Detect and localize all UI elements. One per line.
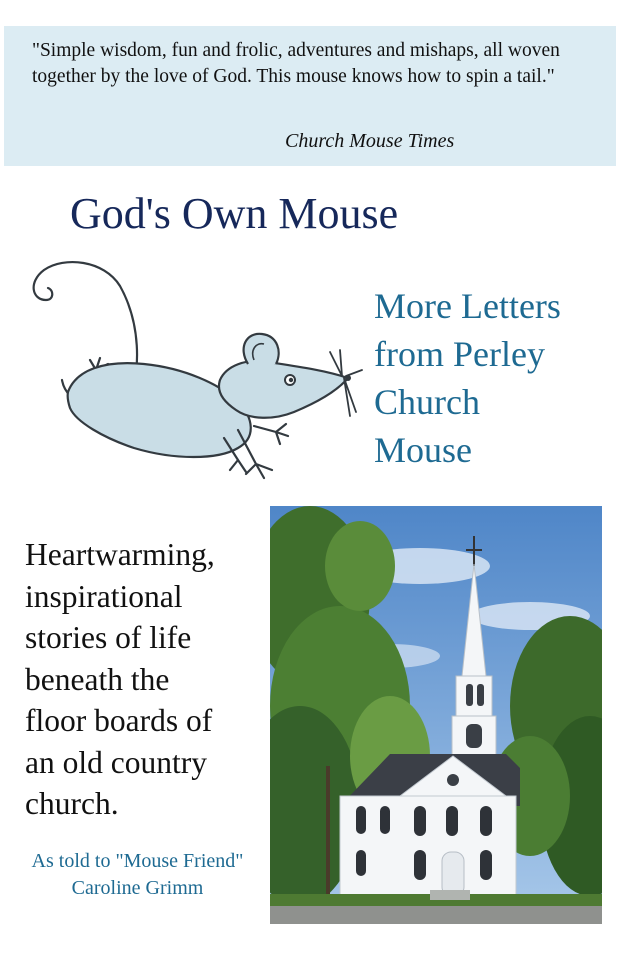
book-title: God's Own Mouse [70,189,399,238]
author-credit [0,848,275,902]
quote-text: "Simple wisdom, fun and frolic, adventures and mishaps, all woven together by the love of God. This mouse knows how to spin a tail." [32,40,560,87]
blurb [25,534,271,825]
subtitle-line: Church [374,382,480,422]
blurb-line: Heartwarming, [25,537,215,572]
church-photo [270,506,602,924]
subtitle-line: More Letters [374,286,561,326]
subtitle-line: Mouse [374,430,472,470]
credit-line: As told to "Mouse Friend" [31,850,244,872]
quote-box [4,26,616,166]
mouse-ear [244,334,279,364]
blurb-line: beneath the [25,661,170,697]
credit-line: Caroline Grimm [71,877,204,899]
road [270,906,602,924]
church-door [442,852,464,896]
blurb-line: stories of life [25,620,192,655]
subtitle [374,282,624,474]
mouse-illustration [24,252,374,496]
quote-source: Church Mouse Times [285,130,455,152]
blurb-line: church. [25,786,119,821]
mouse-head [219,361,348,418]
blurb-line: floor boards of [25,703,213,738]
subtitle-line: from Perley [374,334,545,374]
blurb-line: an old country [25,744,207,780]
blurb-line: inspirational [25,578,183,614]
